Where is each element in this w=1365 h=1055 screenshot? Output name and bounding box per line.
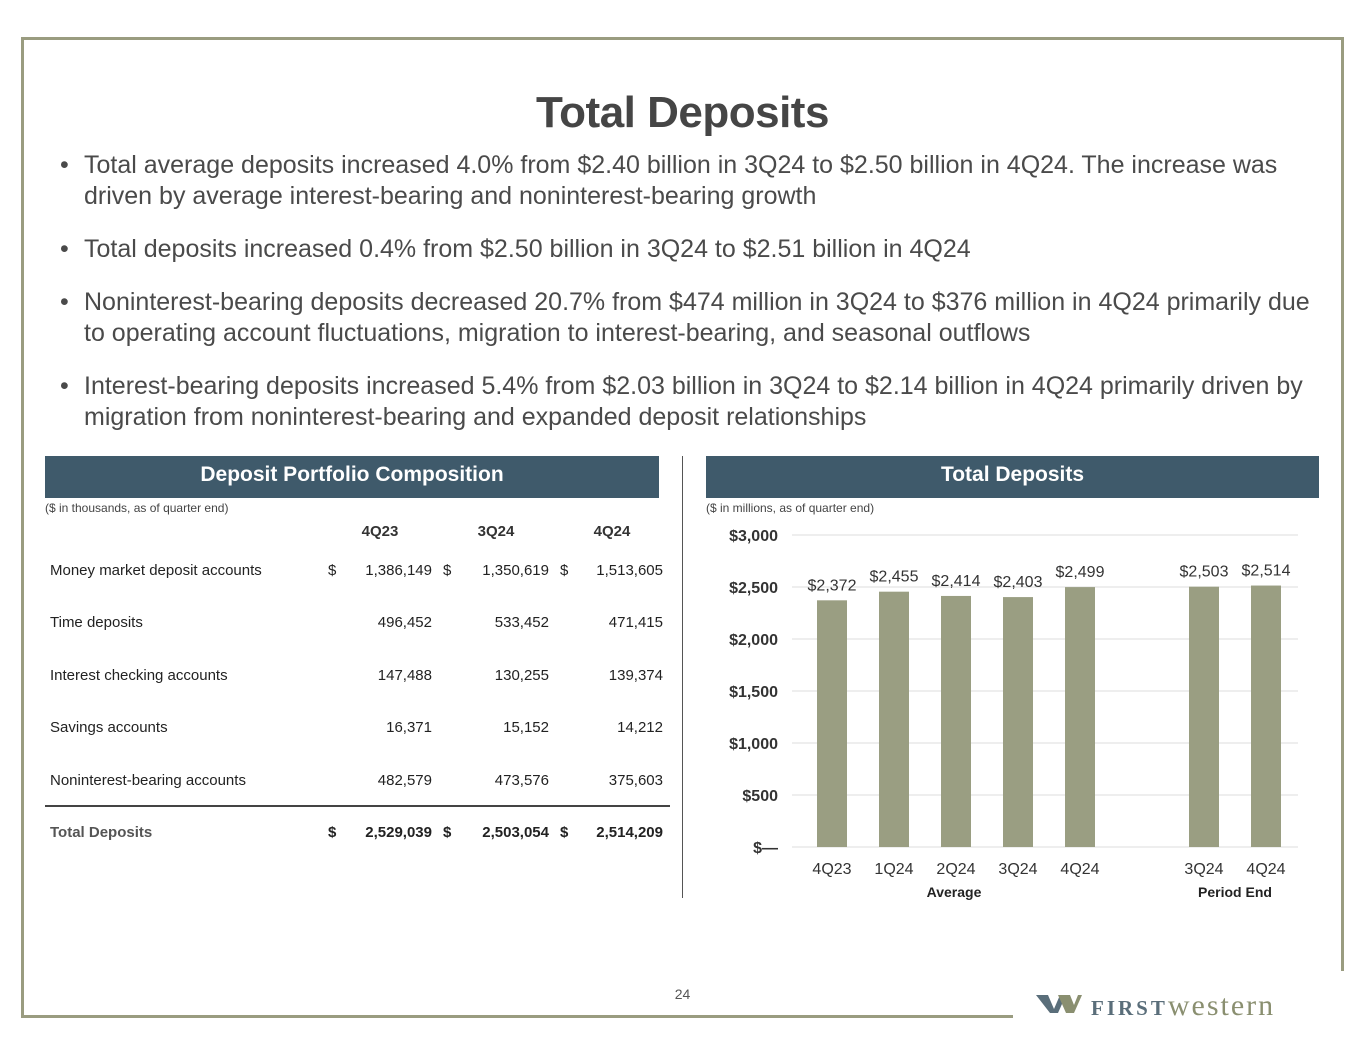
- currency-symbol: $: [560, 824, 569, 841]
- deposits-bar-chart: [706, 520, 1319, 910]
- group-label: Average: [926, 884, 982, 900]
- bullet-text: Interest-bearing deposits increased 5.4% from $2.03 billion in 3Q24 to $2.14 billion in 4Q24 primarily driven by migration from noninterest-bearing and expanded deposit relationships: [84, 372, 1303, 431]
- cell-value: 473,576: [494, 772, 549, 789]
- bar: [1003, 597, 1033, 847]
- y-tick-label: $2,000: [729, 632, 778, 649]
- data-label: $2,403: [993, 574, 1043, 592]
- column-header-4q24: 4Q24: [593, 523, 631, 540]
- chart-header: Total Deposits: [706, 456, 1319, 498]
- table-header: Deposit Portfolio Composition: [45, 456, 659, 498]
- bar: [879, 592, 909, 847]
- cell-value: 1,386,149: [365, 562, 432, 579]
- total-value: 2,514,209: [596, 824, 663, 841]
- chart-svg: [706, 520, 1319, 910]
- bullet-text: Total deposits increased 0.4% from $2.50 billion in 3Q24 to $2.51 billion in 4Q24: [84, 235, 971, 263]
- row-label: Savings accounts: [50, 719, 168, 736]
- currency-symbol: $: [443, 562, 452, 579]
- y-tick-label: $500: [742, 788, 778, 805]
- cell-value: 1,513,605: [596, 562, 663, 579]
- bullet-text: Noninterest-bearing deposits decreased 20.7% from $474 million in 3Q24 to $376 million in 4Q24 primarily due to operating account fluctuations, migration to interest-bearing, and seasonal outflows: [84, 288, 1310, 347]
- total-label: Total Deposits: [50, 824, 153, 841]
- table-row: [45, 719, 670, 743]
- bar: [817, 600, 847, 847]
- data-label: $2,514: [1241, 562, 1291, 580]
- table-row: [45, 614, 670, 638]
- bullet-text: Total average deposits increased 4.0% from $2.40 billion in 3Q24 to $2.50 billion in 4Q24. The increase was driven by average interest-bearing and noninterest-bearing growth: [84, 151, 1278, 210]
- bullet-dot: •: [60, 235, 69, 263]
- bullet-list: [60, 150, 1310, 433]
- currency-symbol: $: [328, 824, 337, 841]
- logo-mark-icon: [1036, 993, 1082, 1015]
- table-row: [45, 772, 670, 796]
- row-label: Time deposits: [50, 614, 143, 631]
- data-label: $2,372: [807, 577, 857, 595]
- total-rule: [45, 805, 670, 807]
- row-label: Noninterest-bearing accounts: [50, 772, 246, 789]
- x-tick-label: 3Q24: [1184, 861, 1224, 878]
- total-value: 2,529,039: [365, 824, 432, 841]
- x-tick-label: 4Q24: [1246, 861, 1286, 878]
- y-tick-label: $—: [753, 840, 778, 857]
- data-label: $2,503: [1179, 563, 1229, 581]
- chart-note: ($ in millions, as of quarter end): [706, 501, 875, 515]
- column-header-4q23: 4Q23: [361, 523, 399, 540]
- logo-text: [1091, 989, 1275, 1023]
- row-label: Interest checking accounts: [50, 667, 228, 684]
- bar: [1065, 587, 1095, 847]
- table-total-row: [45, 824, 670, 848]
- x-tick-label: 4Q23: [812, 861, 852, 878]
- bullet-item: [60, 234, 1310, 265]
- cell-value: 496,452: [377, 614, 432, 631]
- x-tick-label: 2Q24: [936, 861, 976, 878]
- cell-value: 139,374: [608, 667, 663, 684]
- x-tick-label: 4Q24: [1060, 861, 1100, 878]
- y-tick-label: $2,500: [729, 580, 778, 597]
- table-row: [45, 562, 670, 586]
- logo-western: western: [1167, 989, 1276, 1022]
- bullet-dot: •: [60, 151, 69, 179]
- cell-value: 533,452: [494, 614, 549, 631]
- currency-symbol: $: [328, 562, 337, 579]
- bar: [1251, 586, 1281, 847]
- data-label: $2,455: [869, 568, 919, 586]
- x-tick-label: 3Q24: [998, 861, 1038, 878]
- row-label: Money market deposit accounts: [50, 562, 262, 579]
- cell-value: 14,212: [617, 719, 663, 736]
- table-row: [45, 667, 670, 691]
- cell-value: 482,579: [377, 772, 432, 789]
- currency-symbol: $: [560, 562, 569, 579]
- bar: [941, 596, 971, 847]
- y-tick-label: $3,000: [729, 528, 778, 545]
- bar: [1189, 587, 1219, 847]
- total-value: 2,503,054: [482, 824, 549, 841]
- cell-value: 147,488: [377, 667, 432, 684]
- y-tick-label: $1,000: [729, 736, 778, 753]
- page-title: Total Deposits: [536, 88, 829, 137]
- cell-value: 375,603: [608, 772, 663, 789]
- table-note: ($ in thousands, as of quarter end): [45, 501, 229, 515]
- data-label: $2,499: [1055, 564, 1105, 582]
- logo-first: FIRST: [1091, 996, 1168, 1020]
- group-label: Period End: [1198, 884, 1272, 900]
- data-label: $2,414: [931, 572, 981, 590]
- bullet-item: [60, 150, 1310, 212]
- frame-right-border: [1341, 37, 1344, 971]
- bullet-item: [60, 371, 1310, 433]
- section-divider: [682, 456, 683, 898]
- page-number: 24: [674, 986, 691, 1002]
- frame-top-border: [21, 37, 1344, 40]
- column-header-3q24: 3Q24: [477, 523, 515, 540]
- company-logo: [1036, 989, 1346, 1022]
- frame-left-border: [21, 37, 24, 1018]
- currency-symbol: $: [443, 824, 452, 841]
- y-tick-label: $1,500: [729, 684, 778, 701]
- x-tick-label: 1Q24: [874, 861, 914, 878]
- cell-value: 15,152: [503, 719, 549, 736]
- cell-value: 16,371: [386, 719, 432, 736]
- cell-value: 471,415: [608, 614, 663, 631]
- cell-value: 1,350,619: [482, 562, 549, 579]
- bullet-item: [60, 287, 1310, 349]
- bullet-dot: •: [60, 288, 69, 316]
- cell-value: 130,255: [494, 667, 549, 684]
- bullet-dot: •: [60, 372, 69, 400]
- frame-bottom-border: [21, 1015, 1013, 1018]
